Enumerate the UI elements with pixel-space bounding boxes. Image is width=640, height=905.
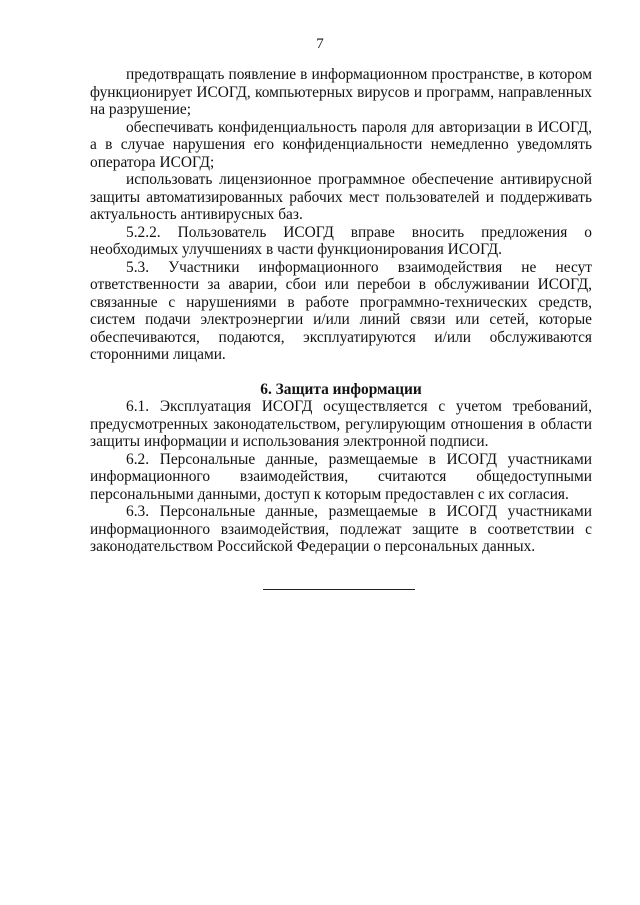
paragraph-password-confidentiality: обеспечивать конфиденциальность пароля для авторизации в ИСОГД, а в случае нарушения его конфиденциальности немедленно уведомлять оператора ИСОГД; (90, 118, 592, 171)
end-separator-line (263, 589, 415, 590)
page-number: 7 (316, 36, 324, 52)
paragraph-5-2-2: 5.2.2. Пользователь ИСОГД вправе вносить предложения о необходимых улучшениях в части функционирования ИСОГД. (90, 223, 592, 258)
paragraph-5-3: 5.3. Участники информационного взаимодействия не несут ответственности за аварии, сбои или перебои в обслуживании ИСОГД, связанные с нарушениями в работе программно-технических средств, систем подачи электроэнергии и/или линий связи или сетей, которые обеспечиваются, подаются, эксплуатируются и/или обслуживаются сторонними лицами. (90, 258, 592, 363)
document-body (90, 66, 592, 556)
paragraph-6-3: 6.3. Персональные данные, размещаемые в ИСОГД участниками информационного взаимодействия, подлежат защите в соответствии с законодательством Российской Федерации о персональных данных. (90, 503, 592, 555)
paragraph-6-1: 6.1. Эксплуатация ИСОГД осуществляется с учетом требований, предусмотренных законодательством, регулирующим отношения в области защиты информации и использования электронной подписи. (90, 398, 592, 450)
section-title-protection: 6. Защита информации (260, 380, 422, 398)
paragraph-6-2: 6.2. Персональные данные, размещаемые в ИСОГД участниками информационного взаимодействия, считаются общедоступными персональными данными, доступ к которым предоставлен с их согласия. (90, 450, 592, 503)
paragraph-antivirus: использовать лицензионное программное обеспечение антивирусной защиты автоматизированных рабочих мест пользователей и поддерживать актуальность антивирусных баз. (90, 171, 592, 223)
paragraph-prevent-viruses: предотвращать появление в информационном пространстве, в котором функционирует ИСОГД, компьютерных вирусов и программ, направленных на разрушение; (90, 66, 592, 118)
